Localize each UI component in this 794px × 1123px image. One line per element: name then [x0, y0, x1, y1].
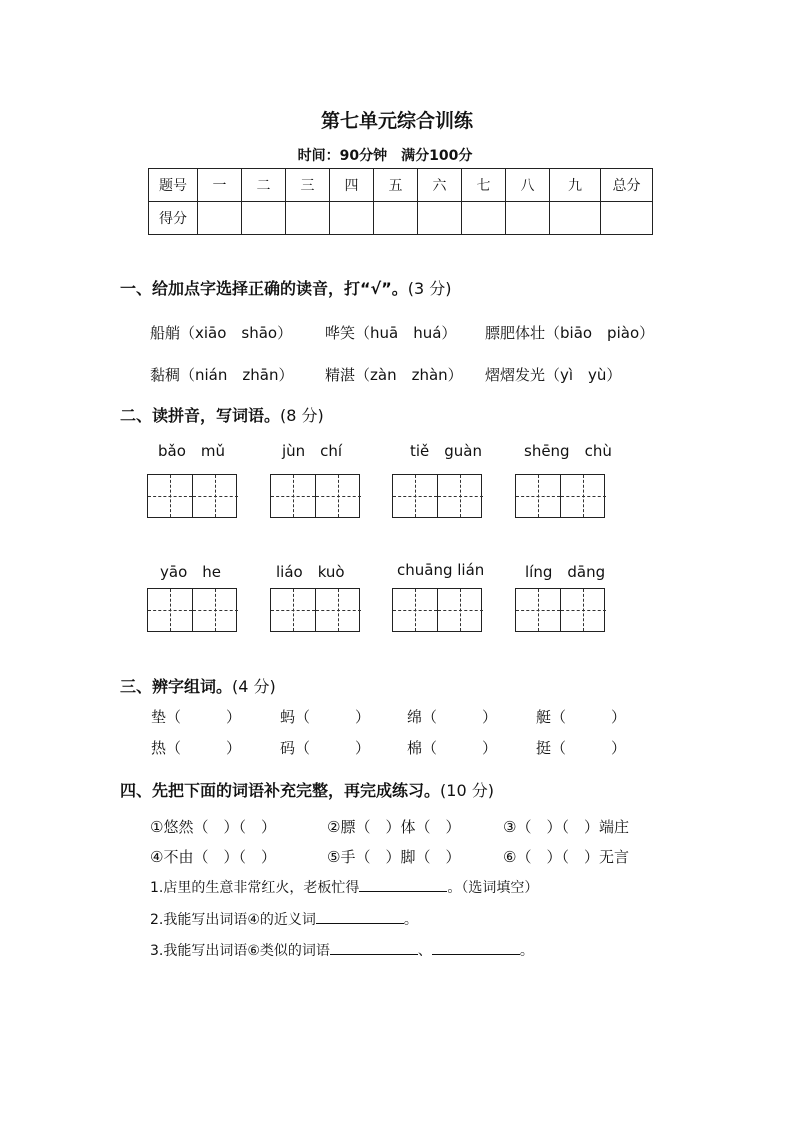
s4-word: ⑥（ ）（ ）无言 [503, 848, 629, 866]
q3-text: 3.我能写出词语⑥类似的词语 [150, 943, 330, 959]
s1-item: 膘肥体壮（biāo piào） [485, 324, 655, 342]
s3-item: 码（ ） [280, 739, 371, 757]
tianzige-box[interactable] [147, 588, 237, 632]
s3-item: 垫（ ） [151, 708, 242, 726]
section2-title: 二、读拼音，写词语。 [120, 406, 281, 425]
section1-points: (3 分) [407, 279, 452, 298]
score-cell[interactable] [418, 202, 462, 235]
answer-blank[interactable] [359, 877, 447, 892]
section2-points: (8 分) [280, 406, 324, 425]
pinyin-label: shēng chù [524, 442, 612, 460]
score-header-cell: 九 [550, 169, 601, 202]
section4-points: (10 分) [440, 781, 494, 800]
score-header-cell: 六 [418, 169, 462, 202]
section3-title: 三、辨字组词。 [120, 677, 233, 696]
answer-blank[interactable] [316, 909, 404, 924]
tianzige-box[interactable] [515, 474, 605, 518]
s4-word: ②膘（ ）体（ ） [327, 818, 461, 836]
score-cell[interactable] [550, 202, 601, 235]
s1-item: 熠熠发光（yì yù） [485, 366, 622, 384]
score-cell[interactable] [198, 202, 242, 235]
pinyin-label: liáo kuò [276, 563, 345, 581]
score-header-total: 总分 [601, 169, 653, 202]
s4-word: ⑤手（ ）脚（ ） [327, 848, 461, 866]
s1-item: 精湛（zàn zhàn） [325, 366, 463, 384]
score-header-cell: 三 [286, 169, 330, 202]
tianzige-box[interactable] [147, 474, 237, 518]
s3-item: 蚂（ ） [280, 708, 371, 726]
score-cell[interactable] [286, 202, 330, 235]
tianzige-box[interactable] [270, 474, 360, 518]
section3-heading [120, 674, 276, 697]
section3-points: (4 分) [232, 677, 276, 696]
pinyin-label: chuāng lián [397, 561, 485, 579]
s1-item: 黏稠（nián zhān） [150, 366, 294, 384]
tianzige-box[interactable] [515, 588, 605, 632]
pinyin-label: jùn chí [282, 442, 343, 460]
q3-tail: 。 [519, 943, 534, 959]
section1-title: 一、给加点字选择正确的读音，打“√”。 [120, 279, 408, 298]
q1-tail: 。（选词填空） [447, 880, 539, 896]
pinyin-label: yāo he [160, 563, 221, 581]
s4-question-1 [150, 877, 538, 897]
section1-heading [120, 276, 451, 299]
score-cell[interactable] [506, 202, 550, 235]
s3-item: 挺（ ） [536, 739, 627, 757]
s3-item: 艇（ ） [536, 708, 627, 726]
score-header-cell: 二 [242, 169, 286, 202]
section4-heading [120, 778, 494, 801]
page-title: 第七单元综合训练 [320, 110, 473, 132]
s4-question-3 [150, 940, 534, 960]
pinyin-label: bǎo mǔ [158, 442, 226, 460]
score-header-label: 题号 [149, 169, 198, 202]
score-cell[interactable] [374, 202, 418, 235]
s4-word: ③（ ）（ ）端庄 [503, 818, 629, 836]
pinyin-label: líng dāng [525, 563, 606, 581]
tianzige-box[interactable] [270, 588, 360, 632]
s3-item: 绵（ ） [407, 708, 498, 726]
score-cell[interactable] [462, 202, 506, 235]
score-row-label: 得分 [149, 202, 198, 235]
tianzige-box[interactable] [392, 588, 482, 632]
score-header-cell: 一 [198, 169, 242, 202]
score-header-cell: 四 [330, 169, 374, 202]
score-cell[interactable] [242, 202, 286, 235]
q2-text: 2.我能写出词语④的近义词 [150, 912, 316, 928]
tianzige-box[interactable] [392, 474, 482, 518]
answer-blank[interactable] [432, 940, 520, 955]
score-table-header-row [149, 169, 653, 202]
score-table [148, 168, 653, 235]
answer-blank[interactable] [330, 940, 418, 955]
s4-word: ④不由（ ）（ ） [150, 848, 276, 866]
q1-text: 1.店里的生意非常红火，老板忙得 [150, 880, 360, 896]
q3-separator: 、 [417, 943, 432, 959]
score-table-score-row [149, 202, 653, 235]
score-cell[interactable] [601, 202, 653, 235]
section4-title: 四、先把下面的词语补充完整，再完成练习。 [120, 781, 441, 800]
score-cell[interactable] [330, 202, 374, 235]
s4-question-2 [150, 909, 418, 929]
s1-item: 哗笑（huā huá） [325, 324, 457, 342]
s3-item: 棉（ ） [407, 739, 498, 757]
s4-word: ①悠然（ ）（ ） [150, 818, 276, 836]
score-header-cell: 八 [506, 169, 550, 202]
exam-time-info: 时间：90分钟 满分100分 [297, 148, 473, 164]
section2-heading [120, 403, 324, 426]
score-header-cell: 七 [462, 169, 506, 202]
s3-item: 热（ ） [151, 739, 242, 757]
q2-tail: 。 [403, 912, 418, 928]
score-header-cell: 五 [374, 169, 418, 202]
s1-item: 船艄（xiāo shāo） [150, 324, 293, 342]
pinyin-label: tiě guàn [410, 442, 483, 460]
